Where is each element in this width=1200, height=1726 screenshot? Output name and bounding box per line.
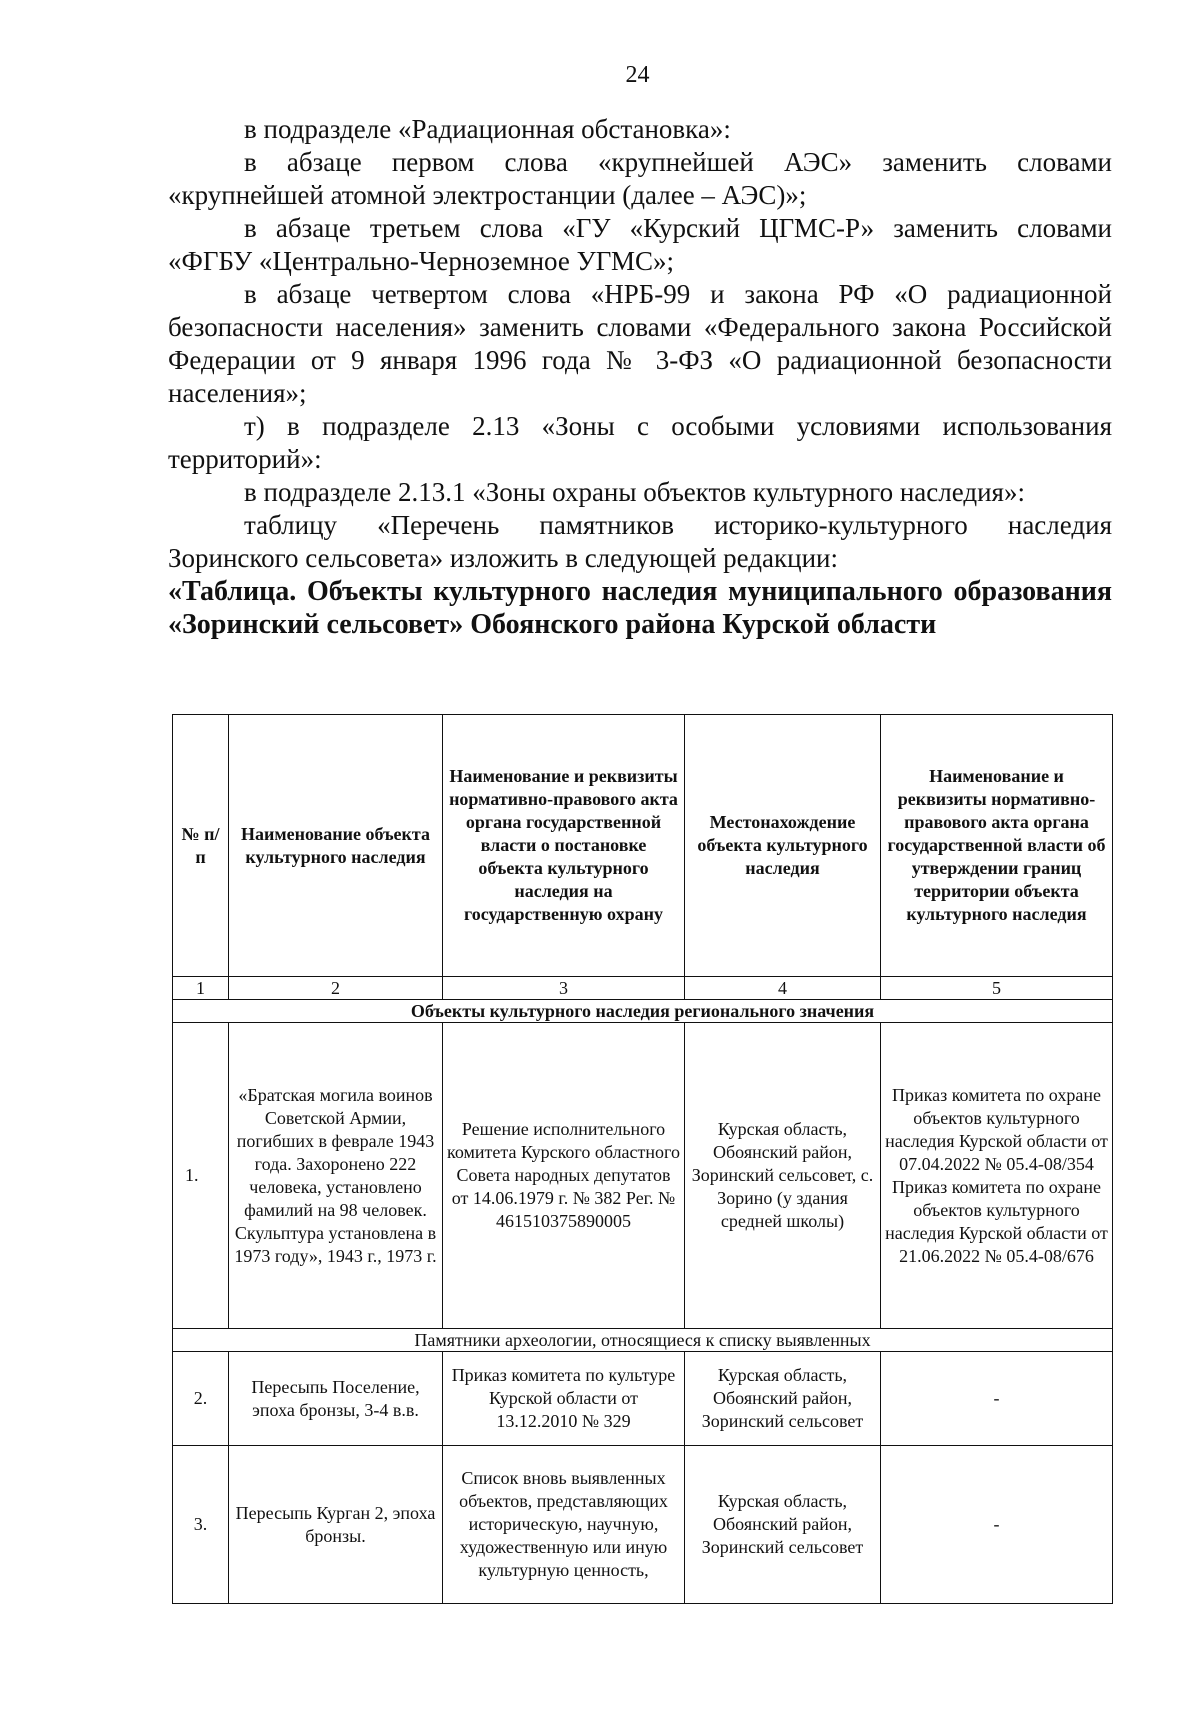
column-number-row (173, 977, 1113, 1000)
object-location: Курская область, Обоянский район, Зоринский сельсовет (685, 1352, 881, 1446)
boundaries-act: - (881, 1352, 1113, 1446)
paragraph: в абзаце четвертом слова «НРБ-99 и закона РФ «О радиационной безопасности населения» заменить словами «Федерального закона Российской Федерации от 9 января 1996 года № 3-ФЗ «О радиационной безопасности населения»; (168, 279, 1112, 408)
table-row (173, 1352, 1113, 1446)
paragraph: в подразделе 2.13.1 «Зоны охраны объектов культурного наследия»: (244, 477, 1025, 507)
paragraph: в абзаце первом слова «крупнейшей АЭС» заменить словами (244, 147, 1112, 177)
header-location: Местонахождение объекта культурного наследия (685, 715, 881, 977)
section-archaeology: Памятники археологии, относящиеся к списку выявленных (173, 1329, 1113, 1352)
paragraph: таблицу «Перечень памятников историко-культурного наследия Зоринского сельсовета» изложить в следующей редакции: (168, 510, 1112, 573)
table-heading: «Таблица. Объекты культурного наследия муниципального образования «Зоринский сельсовет» Обоянского района Курской области (168, 576, 1112, 640)
column-number: 4 (685, 977, 881, 1000)
body-text (168, 113, 1112, 641)
row-number: 3. (173, 1446, 229, 1604)
object-location: Курская область, Обоянский район, Зоринский сельсовет, с. Зорино (у здания средней школы) (685, 1023, 881, 1329)
object-name: «Братская могила воинов Советской Армии, погибших в феврале 1943 года. Захоронено 222 человека, установлено фамилий на 98 человек. Скульптура установлена в 1973 году», 1943 г., 1973 г. (229, 1023, 443, 1329)
paragraph: т) в подразделе 2.13 «Зоны с особыми условиями использования территорий»: (168, 411, 1112, 474)
object-name: Пересыпь Курган 2, эпоха бронзы. (229, 1446, 443, 1604)
section-row (173, 1000, 1113, 1023)
heritage-table (172, 714, 1113, 1604)
column-number: 5 (881, 977, 1113, 1000)
header-object-name: Наименование объекта культурного наследия (229, 715, 443, 977)
paragraph: в абзаце третьем слова «ГУ «Курский ЦГМС-Р» заменить словами (244, 213, 1112, 243)
protection-act: Приказ комитета по культуре Курской области от 13.12.2010 № 329 (443, 1352, 685, 1446)
header-protection-act: Наименование и реквизиты нормативно-правового акта органа государственной власти о постановке объекта культурного наследия на государственную охрану (443, 715, 685, 977)
header-boundaries-act: Наименование и реквизиты нормативно-правового акта органа государственной власти об утверждении границ территории объекта культурного наследия (881, 715, 1113, 977)
column-number: 1 (173, 977, 229, 1000)
protection-act: Список вновь выявленных объектов, представляющих историческую, научную, художественную или иную культурную ценность, (443, 1446, 685, 1604)
table-row (173, 1023, 1113, 1329)
boundaries-act: - (881, 1446, 1113, 1604)
object-location: Курская область, Обоянский район, Зоринский сельсовет (685, 1446, 881, 1604)
paragraph: в подразделе «Радиационная обстановка»: (244, 114, 731, 144)
object-name: Пересыпь Поселение, эпоха бронзы, 3-4 в.в. (229, 1352, 443, 1446)
column-number: 2 (229, 977, 443, 1000)
row-number: 2. (173, 1352, 229, 1446)
header-number: № п/п (173, 715, 229, 977)
paragraph: «крупнейшей атомной электростанции (далее – АЭС)»; (168, 180, 807, 210)
column-number: 3 (443, 977, 685, 1000)
paragraph: «ФГБУ «Центрально-Черноземное УГМС»; (168, 246, 674, 276)
section-regional: Объекты культурного наследия регионального значения (173, 1000, 1113, 1023)
boundaries-act: Приказ комитета по охране объектов культурного наследия Курской области от 07.04.2022 № 05.4-08/354 Приказ комитета по охране объектов культурного наследия Курской области от 21.06.2022 № 05.4-08/676 (881, 1023, 1113, 1329)
table-header-row (173, 715, 1113, 977)
row-number: 1. (173, 1023, 229, 1329)
protection-act: Решение исполнительного комитета Курского областного Совета народных депутатов от 14.06.1979 г. № 382 Рег. № 461510375890005 (443, 1023, 685, 1329)
table-row (173, 1446, 1113, 1604)
page-number: 24 (625, 62, 650, 88)
section-row (173, 1329, 1113, 1352)
